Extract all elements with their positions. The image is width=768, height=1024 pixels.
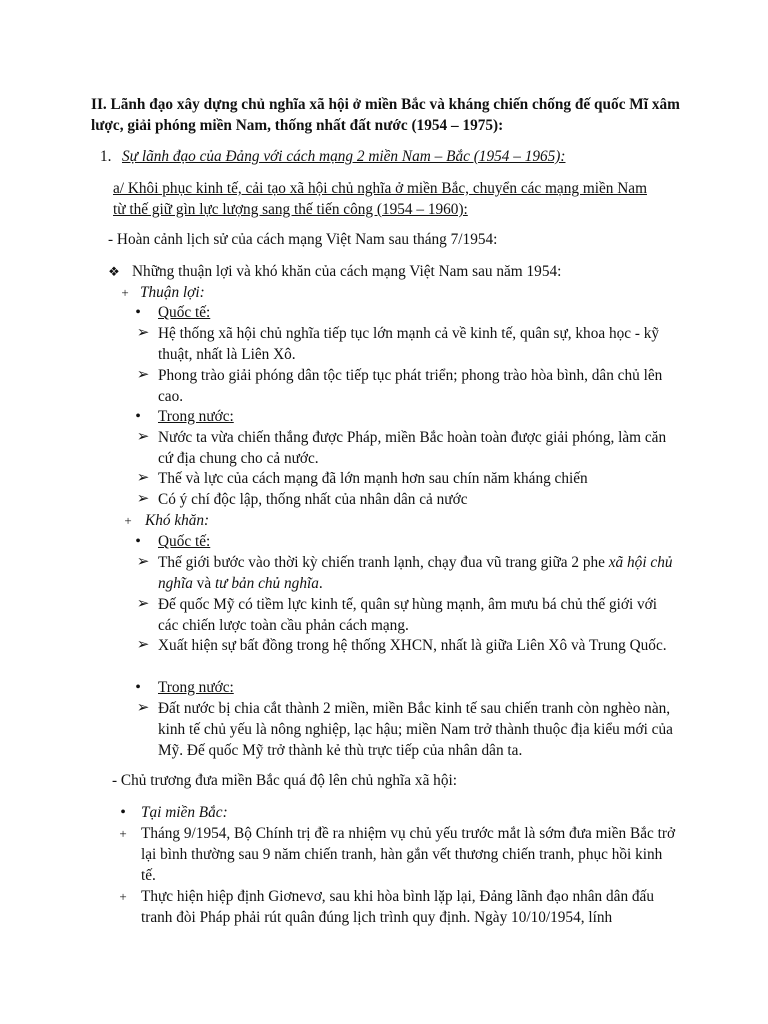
north-label: Tại miền Bắc: xyxy=(141,804,228,821)
section-1-title: Sự lãnh đạo của Đảng với cách mạng 2 miền Nam – Bắc (1954 – 1965): xyxy=(122,148,566,165)
text-segment: Thế giới bước vào thời kỳ chiến tranh lạnh, chạy đua vũ trang giữa 2 phe xyxy=(158,554,609,571)
list-item-text: Có ý chí độc lập, thống nhất của nhân dân cả nước xyxy=(158,491,468,508)
arrow-bullet-icon: ➢ xyxy=(136,325,150,341)
emphasis-text: tư bản chủ nghĩa xyxy=(214,575,319,592)
context-heading: - Hoàn cảnh lịch sử của cách mạng Việt Nam sau tháng 7/1954: xyxy=(108,231,498,248)
dot-bullet-icon: • xyxy=(135,304,141,321)
dot-bullet-icon: • xyxy=(135,533,141,550)
dot-bullet-icon: • xyxy=(120,804,126,821)
arrow-bullet-icon: ➢ xyxy=(136,367,150,383)
diff-domestic-label: Trong nước: xyxy=(158,679,234,696)
advantages-label: Thuận lợi: xyxy=(140,284,205,301)
list-item-text: Thực hiện hiệp định Giơnevơ, sau khi hòa bình lặp lại, Đảng lãnh đạo nhân dân đấu tranh đòi Pháp phải rút quân đúng lịch trình quy định. Ngày 10/10/1954, lính xyxy=(141,888,654,926)
difficulties-label: Khó khăn: xyxy=(145,512,210,529)
diamond-bullet-icon: ❖ xyxy=(108,264,120,279)
list-item-text: Tháng 9/1954, Bộ Chính trị đề ra nhiệm vụ chủ yếu trước mắt là sớm đưa miền Bắc trở lại bình thường sau 9 năm chiến tranh, hàn gắn vết thương chiến tranh, phục hồi kinh tế. xyxy=(141,825,676,884)
adv-domestic-label: Trong nước: xyxy=(158,408,234,425)
list-item-text: Xuất hiện sự bất đồng trong hệ thống XHCN, nhất là giữa Liên Xô và Trung Quốc. xyxy=(158,637,667,654)
arrow-bullet-icon: ➢ xyxy=(136,470,150,486)
list-item-text xyxy=(158,552,678,594)
list-item-text: Thế và lực của cách mạng đã lớn mạnh hơn sau chín năm kháng chiến xyxy=(158,470,588,487)
arrow-bullet-icon: ➢ xyxy=(136,554,150,570)
plus-bullet-icon: + xyxy=(119,826,127,841)
list-item-text: Nước ta vừa chiến thắng được Pháp, miền Bắc hoàn toàn được giải phóng, làm căn cứ địa chung cho cả nước. xyxy=(158,429,667,467)
policy-heading: - Chủ trương đưa miền Bắc quá độ lên chủ nghĩa xã hội: xyxy=(112,772,457,789)
emphasis-text: xã hội chủ nghĩa xyxy=(158,554,673,592)
plus-bullet-icon: + xyxy=(119,889,127,904)
arrow-bullet-icon: ➢ xyxy=(136,491,150,507)
section-1-heading xyxy=(100,146,700,167)
arrow-bullet-icon: ➢ xyxy=(136,429,150,445)
dot-bullet-icon: • xyxy=(135,679,141,696)
dot-bullet-icon: • xyxy=(135,408,141,425)
adv-international-label: Quốc tế: xyxy=(158,304,211,321)
arrow-bullet-icon: ➢ xyxy=(136,700,150,716)
arrow-bullet-icon: ➢ xyxy=(136,596,150,612)
plus-bullet-icon: + xyxy=(121,285,129,300)
list-item-text: Đế quốc Mỹ có tiềm lực kinh tế, quân sự hùng mạnh, âm mưu bá chủ thế giới với các chiến lược toàn cầu phản cách mạng. xyxy=(158,596,658,634)
arrow-bullet-icon: ➢ xyxy=(136,637,150,653)
page-title: II. Lãnh đạo xây dựng chủ nghĩa xã hội ở miền Bắc và kháng chiến chống đế quốc Mĩ xâm lược, giải phóng miền Nam, thống nhất đất nước (1954 – 1975): xyxy=(91,96,680,134)
list-item-text: Phong trào giải phóng dân tộc tiếp tục phát triển; phong trào hòa bình, dân chủ lên cao. xyxy=(158,367,663,405)
diamond-item-text: Những thuận lợi và khó khăn của cách mạng Việt Nam sau năm 1954: xyxy=(132,263,562,280)
text-segment: . xyxy=(318,575,323,592)
list-item-text: Đất nước bị chia cắt thành 2 miền, miền Bắc kinh tế sau chiến tranh còn nghèo nàn, kinh tế chủ yếu là nông nghiệp, lạc hậu; miền Nam trở thành thuộc địa kiểu mới của Mỹ. Đế quốc Mỹ trở thành kẻ thù trực tiếp của nhân dân ta. xyxy=(158,700,673,759)
diff-international-label: Quốc tế: xyxy=(158,533,211,550)
plus-bullet-icon: + xyxy=(124,513,132,528)
list-item-text: Hệ thống xã hội chủ nghĩa tiếp tục lớn mạnh cả về kinh tế, quân sự, khoa học - kỹ thuật, nhất là Liên Xô. xyxy=(158,325,660,363)
subsection-a-heading: a/ Khôi phục kinh tế, cải tạo xã hội chủ nghĩa ở miền Bắc, chuyển các mạng miền Nam từ thế giữ gìn lực lượng sang thế tiến công (1954 – 1960): xyxy=(113,180,647,218)
section-number: 1. xyxy=(100,148,112,165)
text-segment: và xyxy=(192,575,215,592)
